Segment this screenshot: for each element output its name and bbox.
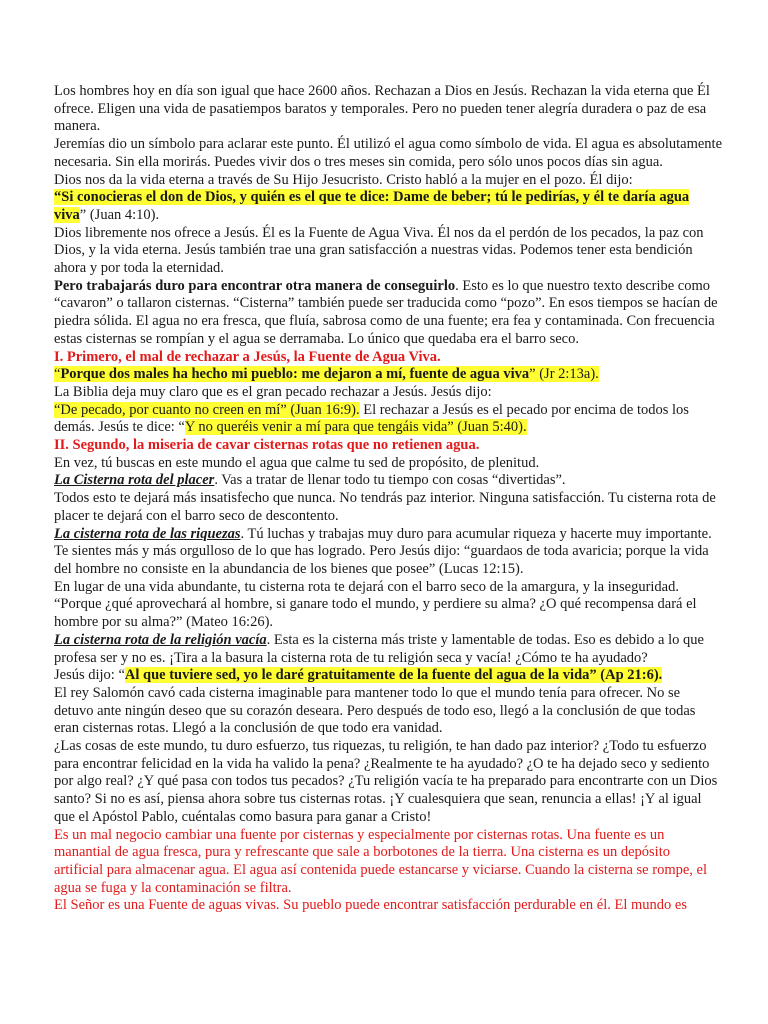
paragraph-text: Jesús dijo: “ [54,667,125,684]
paragraph [54,366,722,384]
bold-lead: Pero trabajarás duro para encontrar otra manera de conseguirlo [54,277,456,294]
paragraph: Dios nos da la vida eterna a través de Su Hijo Jesucristo. Cristo habló a la mujer en el pozo. Él dijo: [54,171,633,188]
red-paragraph: El Señor es una Fuente de aguas vivas. Su pueblo puede encontrar satisfacción perdurable en él. El mundo es [54,897,687,914]
document-body [54,83,722,915]
paragraph: Los hombres hoy en día son igual que hace 2600 años. Rechazan a Dios en Jesús. Rechazan la vida eterna que Él ofrece. Eligen una vida de pasatiempos baratos y temporales. Pero no pueden tener alegría duradera o paz de esa manera. [54,83,710,135]
paragraph-text: . Esta es la cisterna más triste y lamentable de todas. Eso es debido a lo que profesa ser y no es. ¡Tira a la basura la cisterna rota de tu religión seca y vacía! ¿Cómo te ha ayudado? [54,631,704,666]
subsection-title: La cisterna rota de la religión vacía [54,631,267,648]
highlighted-quote: Porque dos males ha hecho mi pueblo: me dejaron a mí, fuente de agua viva [60,366,530,383]
paragraph [54,472,722,490]
highlighted-quote: “Si conocieras el don de Dios, y quién es el que te dice: Dame de beber; tú le pedirías, y él te daría agua viva [54,189,690,223]
paragraph: La Biblia deja muy claro que es el gran pecado rechazar a Jesús. Jesús dijo: [54,383,492,400]
paragraph: En vez, tú buscas en este mundo el agua que calme tu sed de propósito, de plenitud. [54,454,540,471]
paragraph: Dios libremente nos ofrece a Jesús. Él es la Fuente de Agua Viva. Él nos da el perdón de los pecados, la paz con Dios, y la vida eterna. Jesús también trae una gran satisfacción a nuestras vidas. Podemos tener esta bendición ahora y por toda la eternidad. [54,224,704,277]
paragraph [54,402,722,437]
subsection-title: La cisterna rota de las riquezas [54,525,241,542]
paragraph [54,632,722,667]
section-heading: II. Segundo, la miseria de cavar cisternas rotas que no retienen agua. [54,437,480,454]
paragraph-text: El rechazar a Jesús es el pecado por encima de todos los demás. Jesús te dice: “ [54,401,689,436]
paragraph: El rey Salomón cavó cada cisterna imaginable para mantener todo lo que el mundo tenía para ofrecer. No se detuvo ante ningún deseo que su corazón deseara. Pero después de todo eso, llegó a la conclusión de que todas eran cisternas rotas. Llegó a la conclusión de que todo era vanidad. [54,684,696,737]
section-heading: I. Primero, el mal de rechazar a Jesús, la Fuente de Agua Viva. [54,348,441,365]
paragraph: Jeremías dio un símbolo para aclarar este punto. Él utilizó el agua como símbolo de vida. El agua es absolutamente necesaria. Sin ella morirás. Puedes vivir dos o tres meses sin comida, pero sólo unos pocos días sin agua. [54,136,723,170]
paragraph-text: . Esto es lo que nuestro texto describe como “cavaron” o tallaron cisternas. “Cisterna” también puede ser traducida como “pozo”. En esos tiempos se hacían de piedra sólida. El agua no era fresca, que fluía, sabrosa como de una fuente; era fea y contaminada. Con frecuencia estas cisternas se rompían y el agua se derramaba. Lo único que quedaba era el barro seco. [54,277,718,347]
paragraph-text: . Tú luchas y trabajas muy duro para acumular riqueza y hacerte muy importante. Te sientes más y más orgulloso de lo que has logrado. Pero Jesús dijo: “guardaos de toda avaricia; porque la vida del hombre no consiste en la abundancia de los bienes que posee” (Lucas 12:15). [54,525,712,577]
paragraph: Todos esto te dejará más insatisfecho que nunca. No tendrás paz interior. Ninguna satisfacción. Tu cisterna rota de placer te dejará con el barro seco de descontento. [54,490,716,524]
highlighted-quote: Y no queréis venir a mí para que tengáis vida” (Juan 5:40). [184,419,527,436]
scripture-reference: ” (Juan 4:10). [79,206,160,223]
highlight-open-quote: “ [54,366,61,383]
paragraph [54,189,722,224]
subsection-title: La Cisterna rota del placer [54,472,215,489]
paragraph-text: . Vas a tratar de llenar todo tu tiempo con cosas “divertidas”. [214,472,566,489]
red-paragraph: Es un mal negocio cambiar una fuente por cisternas y especialmente por cisternas rotas. Una fuente es un manantial de agua fresca, pura y refrescante que sale a borbotones de la tierra. Una cisterna es un depósito artificial para almacenar agua. El agua así contenida puede estancarse y viciarse. Cuando la cisterna se rompe, el agua se fuga y la contaminación se filtra. [54,826,707,896]
scripture-reference: ” (Jr 2:13a). [529,366,599,383]
paragraph [54,526,722,579]
highlighted-quote: “De pecado, por cuanto no creen en mí” (Juan 16:9). [54,401,360,418]
paragraph: ¿Las cosas de este mundo, tu duro esfuerzo, tus riquezas, tu religión, te han dado paz interior? ¿Todo tu esfuerzo para encontrar felicidad en la vida ha valido la pena? ¿Realmente te ha ayudado? ¿O te ha dejado seco y sediento por algo real? ¿Y qué pasa con todos tus pecados? ¿Tu religión vacía te ha preparado para encontrarte con un Dios santo? Si no es así, piensa ahora sobre tus cisternas rotas. ¡Y cualesquiera que sean, renuncia a ellas! ¡Y al igual que el Apóstol Pablo, cuéntalas como basura para ganar a Cristo! [54,738,718,825]
paragraph: En lugar de una vida abundante, tu cisterna rota te dejará con el barro seco de la amargura, y la inseguridad. “Porque ¿qué aprovechará al hombre, si ganare todo el mundo, y perdiere su alma? ¿O qué recompensa dará el hombre por su alma?” (Mateo 16:26). [54,578,697,631]
highlighted-quote: Al que tuviere sed, yo le daré gratuitamente de la fuente del agua de la vida” (Ap 21:6). [124,667,663,684]
paragraph [54,667,722,685]
paragraph [54,278,722,349]
